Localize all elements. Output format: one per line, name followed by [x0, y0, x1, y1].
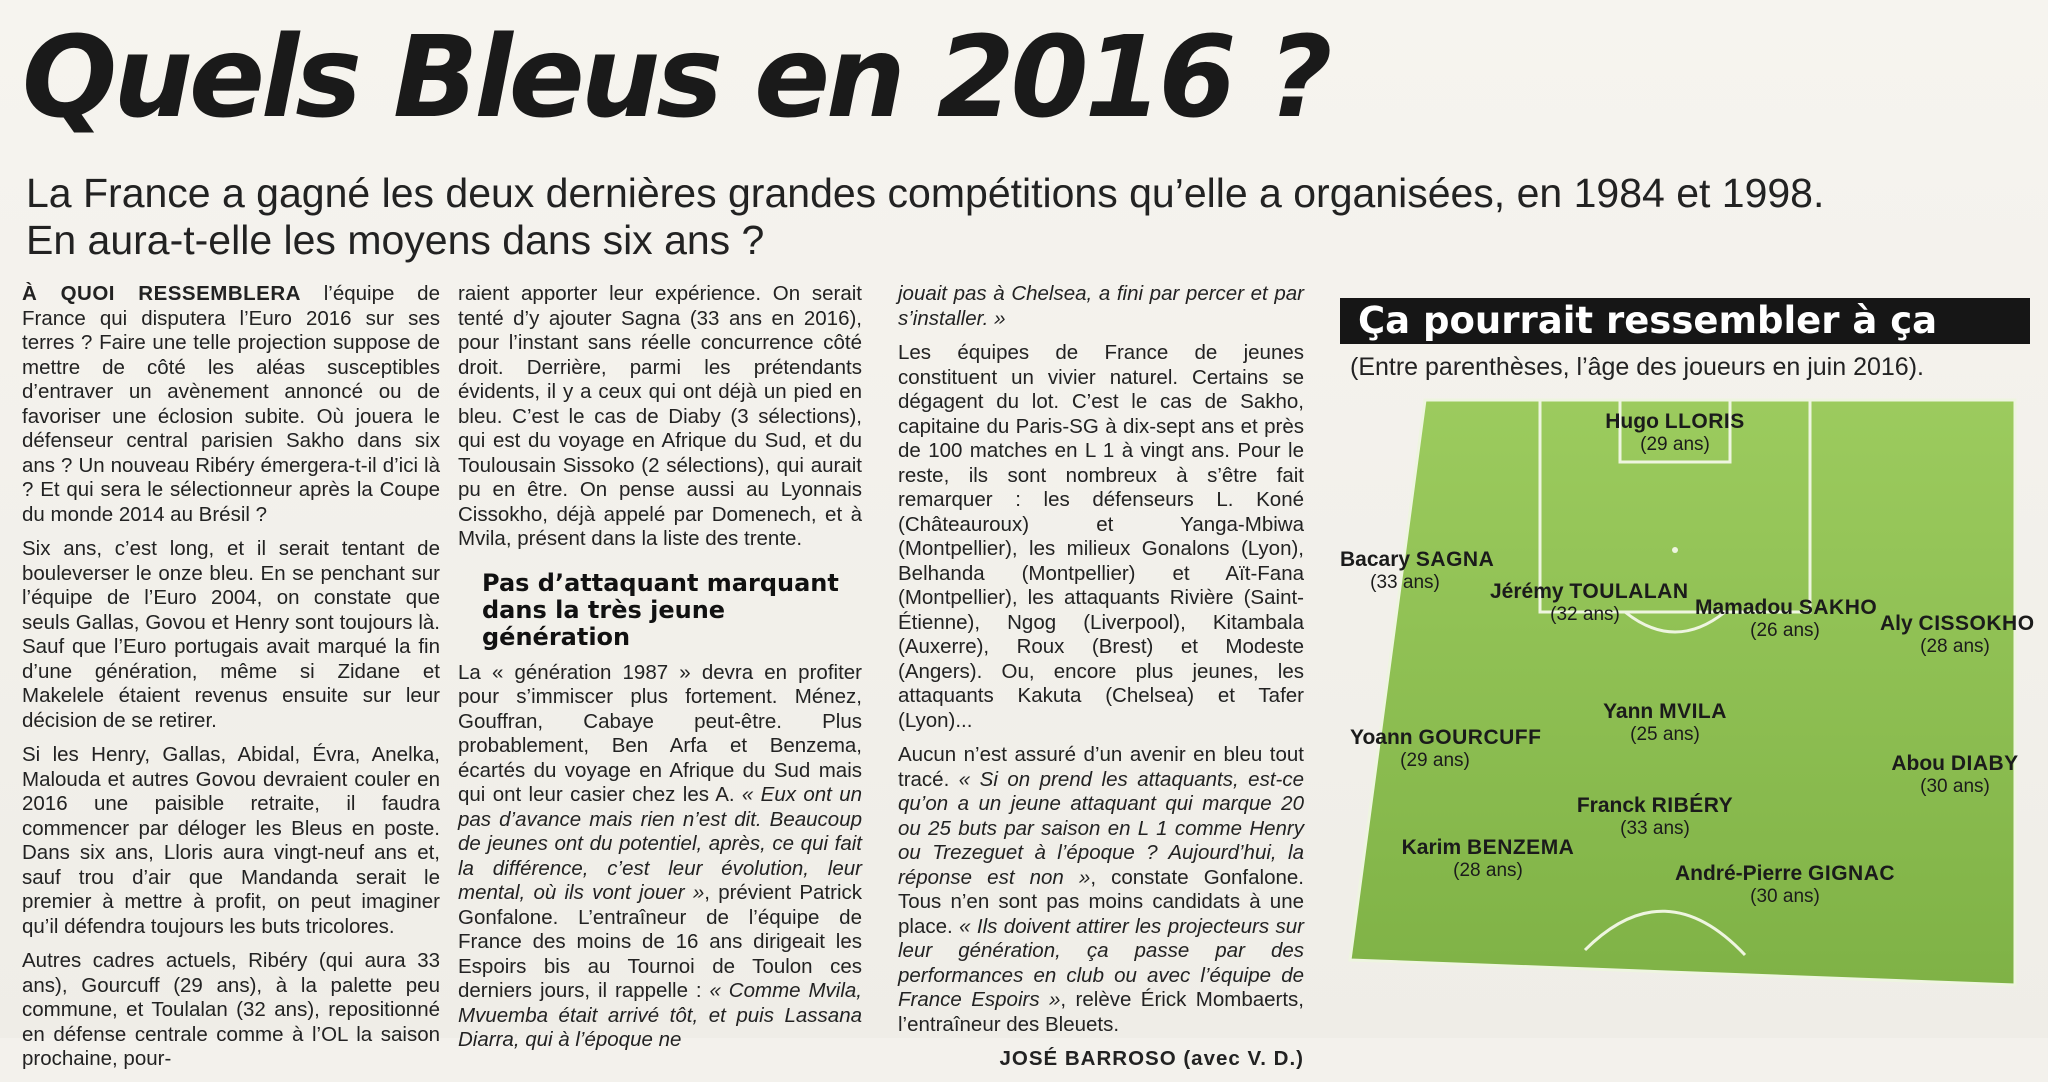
player-ribery: [1570, 794, 1740, 840]
player-toulalan: [1490, 580, 1689, 626]
paragraph-text: , prévient Patrick Gonfalone. L’entraîneur de l’équipe de France des moins de 16 ans dirigeait les Espoirs bis au Tournoi de Toulon ces derniers jours, il rappelle :: [458, 881, 862, 1002]
paragraph: Les équipes de France de jeunes constituent un vivier naturel. Certains se dégagent du lot. C’est le cas de Sakho, capitaine du Paris-SG à dix-sept ans et près de 100 matches en L 1 à vingt ans. Pour le reste, ils sont nombreux à s’être fait remarquer : les défenseurs L. Koné (Châteauroux) et Yanga-Mbiwa (Montpellier), les milieux Gonalons (Lyon), Belhanda (Montpellier) et Aït-Fana (Montpellier), les attaquants Rivière (Saint-Étienne), Ngog (Liverpool), Kitambala (Auxerre), Roux (Brest) et Modeste (Angers). Ou, encore plus jeunes, les attaquants Kakuta (Chelsea) et Tafer (Lyon)...: [898, 341, 1304, 732]
paragraph: raient apporter leur expérience. On serait tenté d’y ajouter Sagna (33 ans en 2016), pour l’instant sans réelle concurrence côté droit. Derrière, parmi les prétendants évidents, il y a ceux qui ont déjà un pied en bleu. C’est le cas de Diaby (3 sélections), qui est du voyage en Afrique du Sud, et du Toulousain Sissoko (2 sélections), qui aurait pu en être. On pense aussi au Lyonnais Cissokho, déjà appelé par Domenech, et à Mvila, présent dans la liste des trente.: [458, 282, 862, 550]
paragraph: [898, 743, 1304, 1037]
lineup-box: [1340, 298, 2035, 990]
player-name: Yann MVILA: [1603, 700, 1727, 723]
player-name: André-Pierre GIGNAC: [1674, 862, 1896, 885]
player-age: (28 ans): [1920, 636, 1990, 657]
box-title: Ça pourrait ressembler à ça: [1340, 298, 2030, 344]
player-age: (33 ans): [1370, 572, 1440, 593]
player-sakho: [1695, 596, 1878, 642]
quote: « Eux ont un pas d’avance mais rien n’est dit. Beaucoup de jeunes ont du potentiel, après, ce qui fait la différence, c’est leur évolution, leur mental, où ils vont jouer »: [458, 783, 862, 904]
player-age: (30 ans): [1920, 776, 1990, 797]
quote: jouait pas à Chelsea, a fini par percer et par s’installer. »: [898, 282, 1304, 330]
headline: Quels Bleus en 2016 ?: [22, 13, 1329, 143]
quote: « Ils doivent attirer les projecteurs sur leur génération, ça passe par des performances en club ou avec l’équipe de France Espoirs »: [898, 914, 1304, 1011]
player-age: (26 ans): [1750, 620, 1820, 641]
player-age: (33 ans): [1620, 818, 1690, 839]
player-name: Jérémy TOULALAN: [1490, 580, 1689, 603]
player-age: (25 ans): [1630, 724, 1700, 745]
player-name: Aly CISSOKHO: [1880, 612, 2035, 635]
player-age: (30 ans): [1750, 886, 1820, 907]
player-age: (32 ans): [1550, 604, 1620, 625]
paragraph: Autres cadres actuels, Ribéry (qui aura 33 ans), Gourcuff (29 ans), à la palette peu commune, et Toulalan (32 ans), repositionné en défense centrale comme à l’OL la saison prochaine, pour-: [22, 949, 440, 1070]
player-name: Karim BENZEMA: [1401, 836, 1575, 859]
player-benzema: [1398, 836, 1578, 882]
player-age: (29 ans): [1400, 750, 1470, 771]
player-gourcuff: [1350, 726, 1542, 772]
paragraph: Si les Henry, Gallas, Abidal, Évra, Anelka, Malouda et autres Govou devraient couler en 2016 une paisible retraite, il faudra commencer par déloger les Bleus en poste. Dans six ans, Lloris aura vingt-neuf ans et, sauf trou d’air que Mandanda serait le premier à mettre à profit, on peut imaginer qu’il défendra toujours les buts tricolores.: [22, 743, 440, 938]
paragraph: Six ans, c’est long, et il serait tentant de bouleverser le onze bleu. En se penchant sur l’équipe de l’Euro 2004, on constate que seuls Gallas, Govou et Henry sont toujours là. Sauf que l’Euro portugais avait marqué la fin d’une génération, même si Zidane et Makelele étaient revenus ensuite sur leur décision de se retirer.: [22, 537, 440, 732]
player-diaby: [1880, 752, 2030, 798]
player-gignac: [1670, 862, 1900, 908]
article-column-1: [22, 282, 440, 1082]
subheading: Pas d’attaquant marquant dans la très jeune génération: [482, 568, 839, 651]
player-mvila: [1590, 700, 1740, 746]
article-column-3: [898, 282, 1304, 1082]
player-name: Abou DIABY: [1891, 752, 2019, 775]
paragraph-text: La « génération 1987 » devra en profiter pour s’immiscer plus fortement. Ménez, Gouffran, Cabaye peut-être. Plus probablement, Ben Arfa et Benzema, écartés du voyage en Afrique du Sud mais qui ont leur casier chez les A.: [458, 660, 862, 806]
byline: JOSÉ BARROSO (avec V. D.): [999, 1047, 1304, 1070]
paragraph: [22, 282, 440, 527]
player-age: (29 ans): [1640, 434, 1710, 455]
paragraph: [898, 282, 1304, 331]
lead-in: À QUOI RESSEMBLERA: [22, 282, 301, 305]
player-sagna: [1340, 548, 1495, 594]
player-name: Franck RIBÉRY: [1576, 794, 1734, 817]
player-name: Bacary SAGNA: [1340, 548, 1495, 571]
paragraph: [458, 661, 862, 1053]
paragraph-text: , relève Érick Mombaerts, l’entraîneur des Bleuets.: [898, 988, 1305, 1036]
football-pitch: [1340, 390, 2035, 990]
player-lloris: [1605, 410, 1745, 456]
paragraph-text: l’équipe de France qui disputera l’Euro 2016 sur ses terres ? Faire une telle projection suppose de mettre de côté les aléas susceptibles d’entraver un avènement annoncé ou de favoriser une éclosion subite. Où jouera le défenseur central parisien Sakho dans six ans ? Un nouveau Ribéry émergera-t-il d’ici là ? Et qui sera le sélectionneur après la Coupe du monde 2014 au Brésil ?: [22, 282, 440, 526]
quote: « Comme Mvila, Mvuemba était arrivé tôt, et puis Lassana Diarra, qui à l’époque ne: [458, 979, 862, 1051]
player-name: Hugo LLORIS: [1605, 410, 1745, 433]
quote: « Si on prend les attaquants, est-ce qu’on a un jeune attaquant qui marque 20 ou 25 buts par saison en L 1 comme Henry ou Trezeguet à l’époque ? Aujourd’hui, la réponse est non »: [898, 767, 1304, 889]
player-name: Yoann GOURCUFF: [1350, 726, 1542, 749]
article-column-2: [458, 282, 862, 1063]
paragraph-text: , constate Gonfalone. Tous n’en sont pas moins candidats à une place.: [898, 865, 1304, 938]
player-age: (28 ans): [1453, 860, 1523, 881]
box-subtitle: (Entre parenthèses, l’âge des joueurs en juin 2016).: [1350, 353, 1924, 381]
player-name: Mamadou SAKHO: [1695, 596, 1878, 619]
deck: La France a gagné les deux dernières grandes compétitions qu’elle a organisées, en 1984 et 1998. En aura-t-elle les moyens dans six ans ?: [26, 170, 1825, 263]
paragraph-text: Aucun n’est assuré d’un avenir en bleu tout tracé.: [898, 743, 1304, 791]
player-cissokho: [1880, 612, 2035, 658]
penalty-spot: [1672, 547, 1678, 553]
